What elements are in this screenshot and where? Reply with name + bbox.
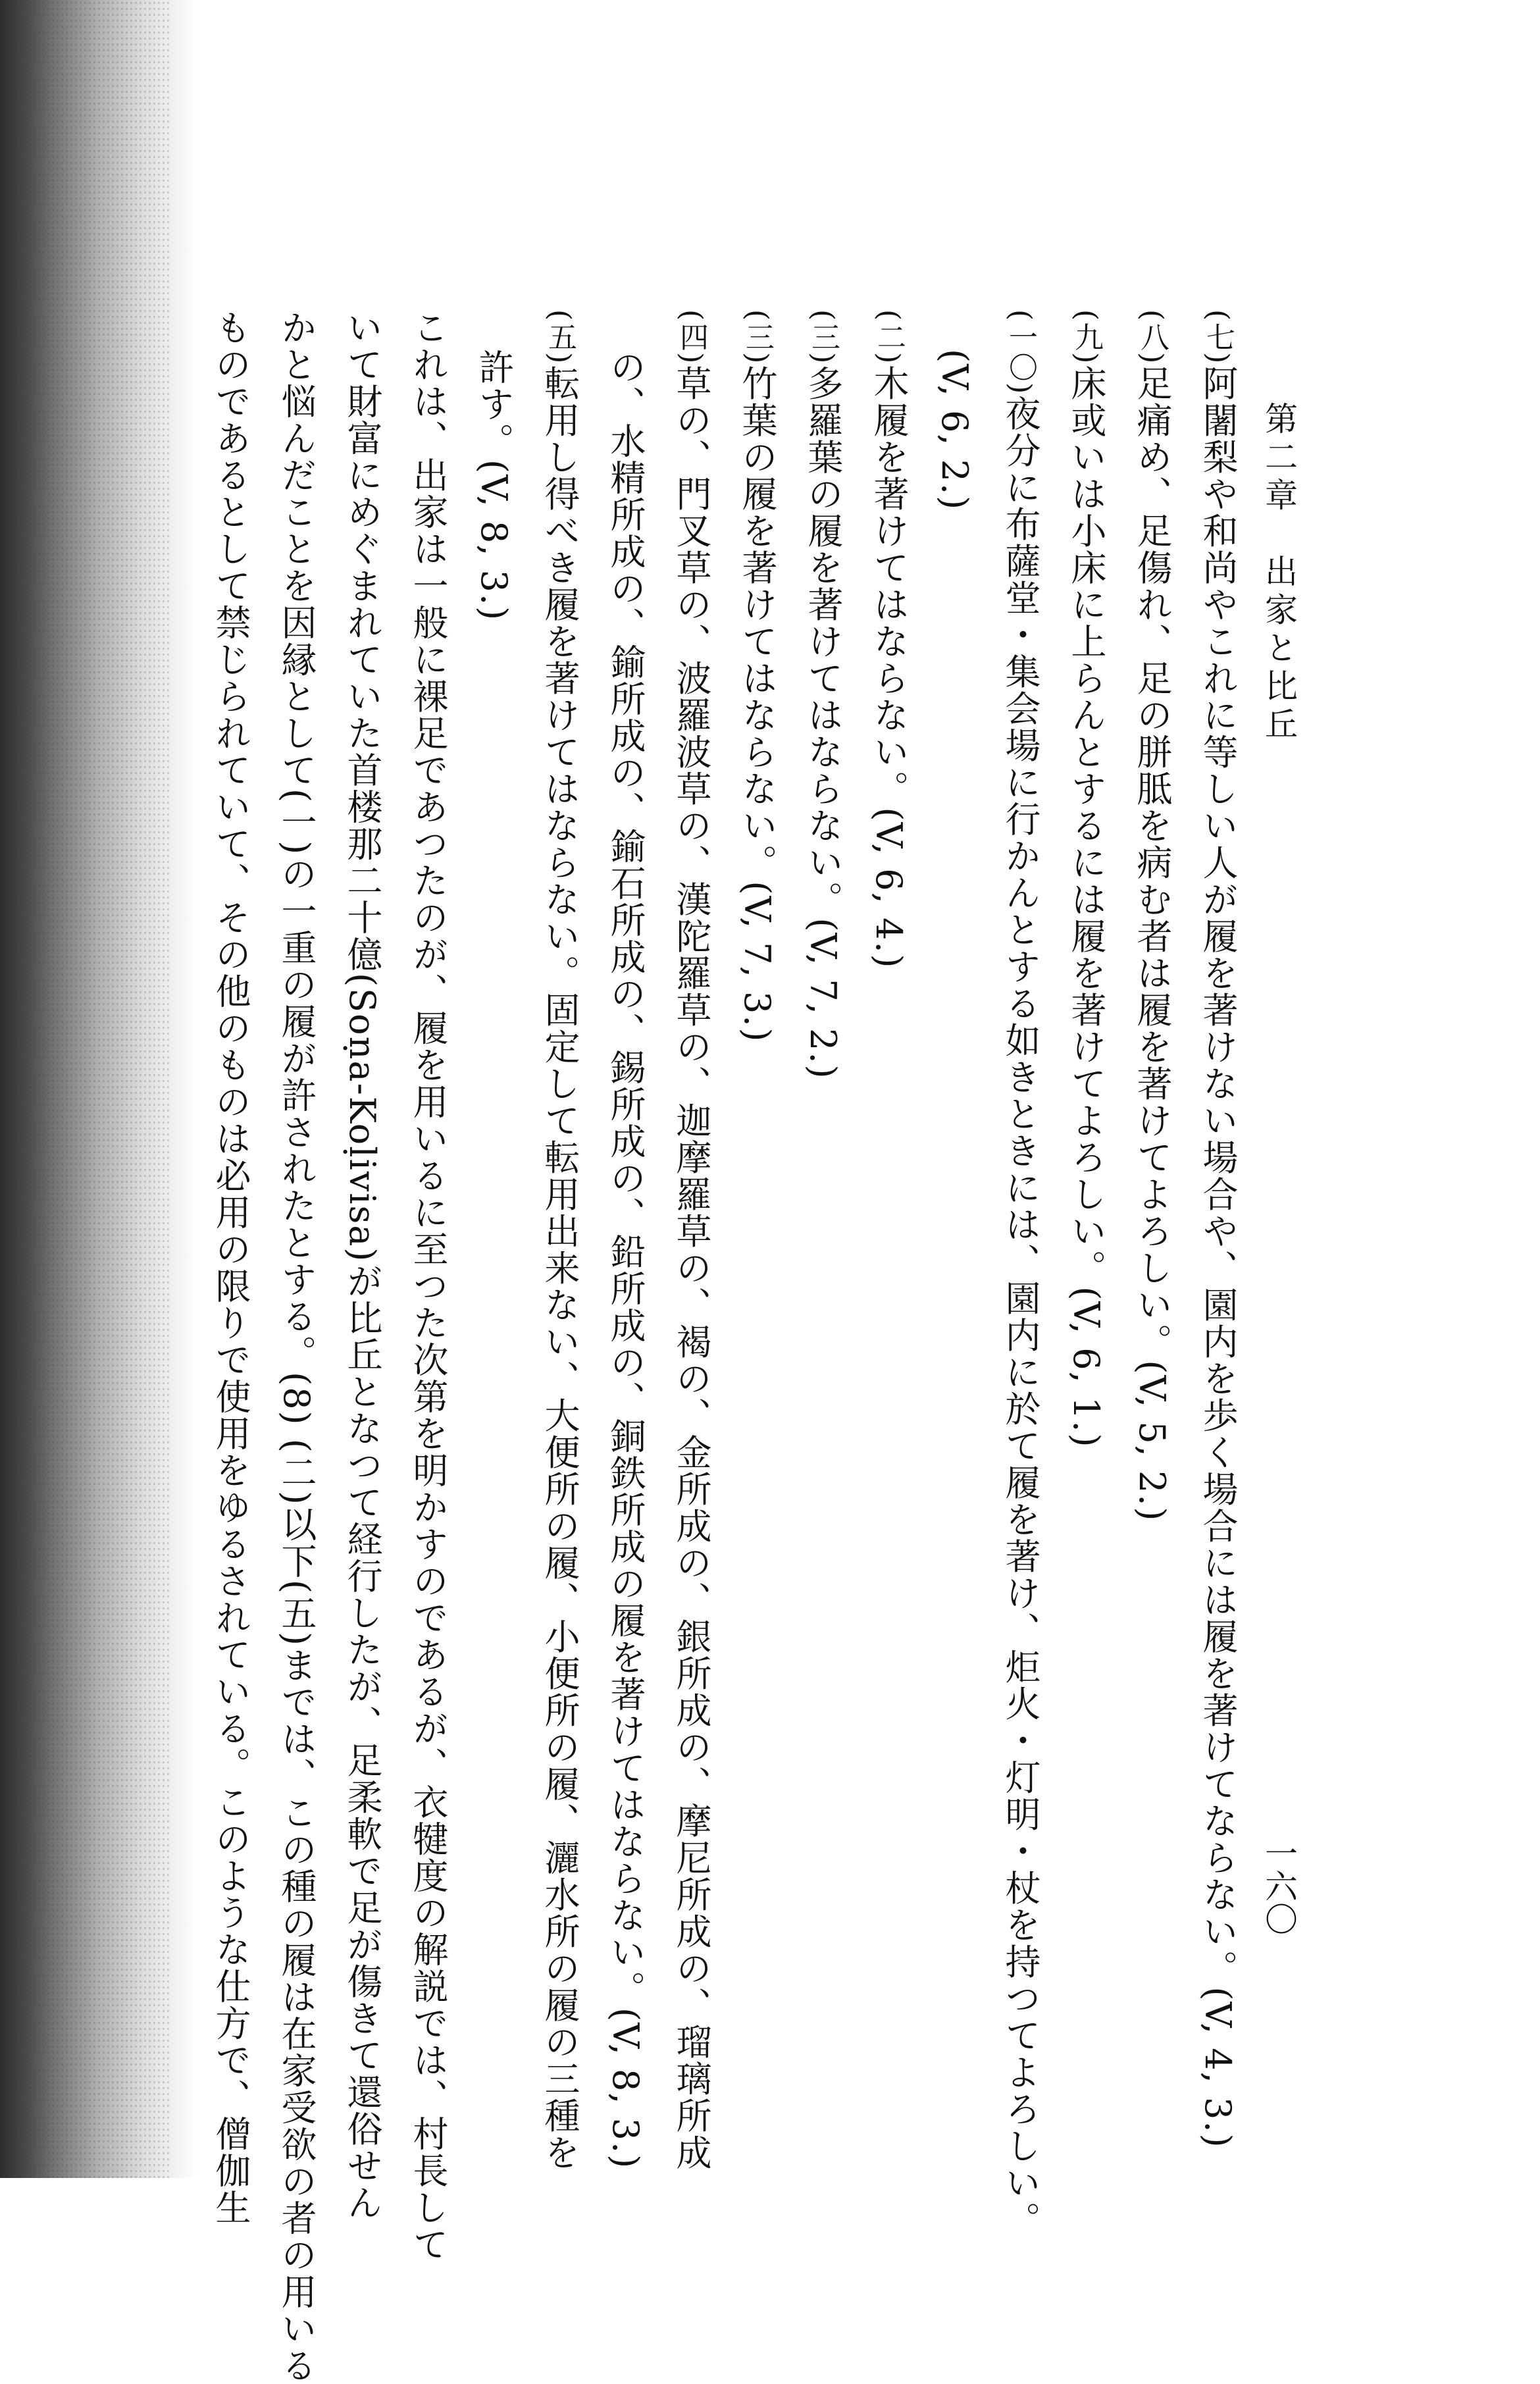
column-text: 許す。(V, 8, 3.): [473, 349, 515, 622]
column-6: [861, 309, 916, 970]
column-text: 足痛め、足傷れ、足の胼胝を病む者は履を著けてよろしい。(V, 5, 2.): [1131, 365, 1173, 1522]
column-text: 床或いは小床に上らんとするには履を著けてよろしい。(V, 6, 1.): [1065, 365, 1107, 1449]
column-8: [729, 309, 784, 1043]
column-text: ものであるとして禁じられていて、その他のものは必用の限りで使用をゆるされている。このような仕方で、僧伽生: [210, 309, 251, 2226]
column-text: 転用し得べき履を著けてはならない。固定して転用出来ない、大便所の履、小便所の履、灑水所の履の三種を: [539, 365, 580, 2171]
column-marker: (九): [1069, 309, 1103, 365]
column-marker: (二): [872, 309, 906, 365]
column-marker: (五): [543, 309, 577, 365]
column-text: 多羅葉の履を著けてはならない。(V, 7, 2.): [802, 365, 844, 1080]
column-16: [203, 309, 258, 2226]
column-text: 夜分に布薩堂・集会場に行かんとする如きときには、園内に於て履を著け、炬火・灯明・杖を持つてよろしい。: [1000, 395, 1041, 2239]
column-marker: (八): [1135, 309, 1169, 365]
column-text: (V, 6, 2.): [934, 349, 975, 511]
binding-speckle: [0, 0, 171, 2178]
column-3: [1058, 309, 1114, 1449]
column-marker: (一〇): [1004, 309, 1037, 396]
column-7: [795, 309, 850, 1080]
column-text: 阿闍梨や和尚やこれに等しい人が履を著けない場合や、園内を歩く場合には履を著けてならない。(V, 4, 3.): [1197, 365, 1239, 2149]
column-marker: (七): [1201, 309, 1235, 365]
column-11: [532, 309, 587, 2171]
column-text: 草の、門叉草の、波羅波草の、漢陀羅草の、迦摩羅草の、褐の、金所成の、銀所成の、摩尼所成の、瑠璃所成: [671, 365, 712, 2171]
column-9: [663, 309, 719, 2171]
column-text: の、水精所成の、鍮所成の、鍮石所成の、錫所成の、鉛所成の、銅鉄所成の履を著けてはならない。(V, 8, 3.): [605, 349, 646, 2170]
column-text: かと悩んだことを因縁として(一)の一重の履が許されたとする。(8) (二)以下(五)までは、この種の履は在家受欲の者の用いる: [276, 309, 317, 2384]
column-1: [1190, 309, 1245, 2149]
column-marker: (三): [806, 309, 840, 365]
column-5: [927, 349, 982, 511]
column-text: これは、出家は一般に裸足であつたのが、履を用いるに至つた次第を明かすのであるが、衣犍度の解説では、村長して: [407, 309, 449, 2263]
column-2: [1124, 309, 1179, 1522]
column-marker: (三): [740, 309, 774, 365]
column-text: 木履を著けてはならない。(V, 6, 4.): [868, 365, 910, 970]
page-header-title: 第二章 出家と比丘: [1260, 402, 1298, 745]
column-4: [992, 309, 1048, 2238]
column-10: [598, 349, 653, 2169]
column-text: いて財富にめぐまれていた首楼那二十億(Soṇa-Koḷivisa)が比丘となつて経行したが、足柔軟で足が傷きて還俗せん: [342, 309, 383, 2221]
column-15: [269, 309, 324, 2384]
page-number: 一六〇: [1260, 1836, 1298, 1935]
column-12: [466, 349, 521, 621]
column-14: [334, 309, 390, 2221]
column-marker: (四): [675, 309, 708, 365]
column-text: 竹葉の履を著けてはならない。(V, 7, 3.): [736, 365, 778, 1043]
column-13: [400, 309, 455, 2263]
